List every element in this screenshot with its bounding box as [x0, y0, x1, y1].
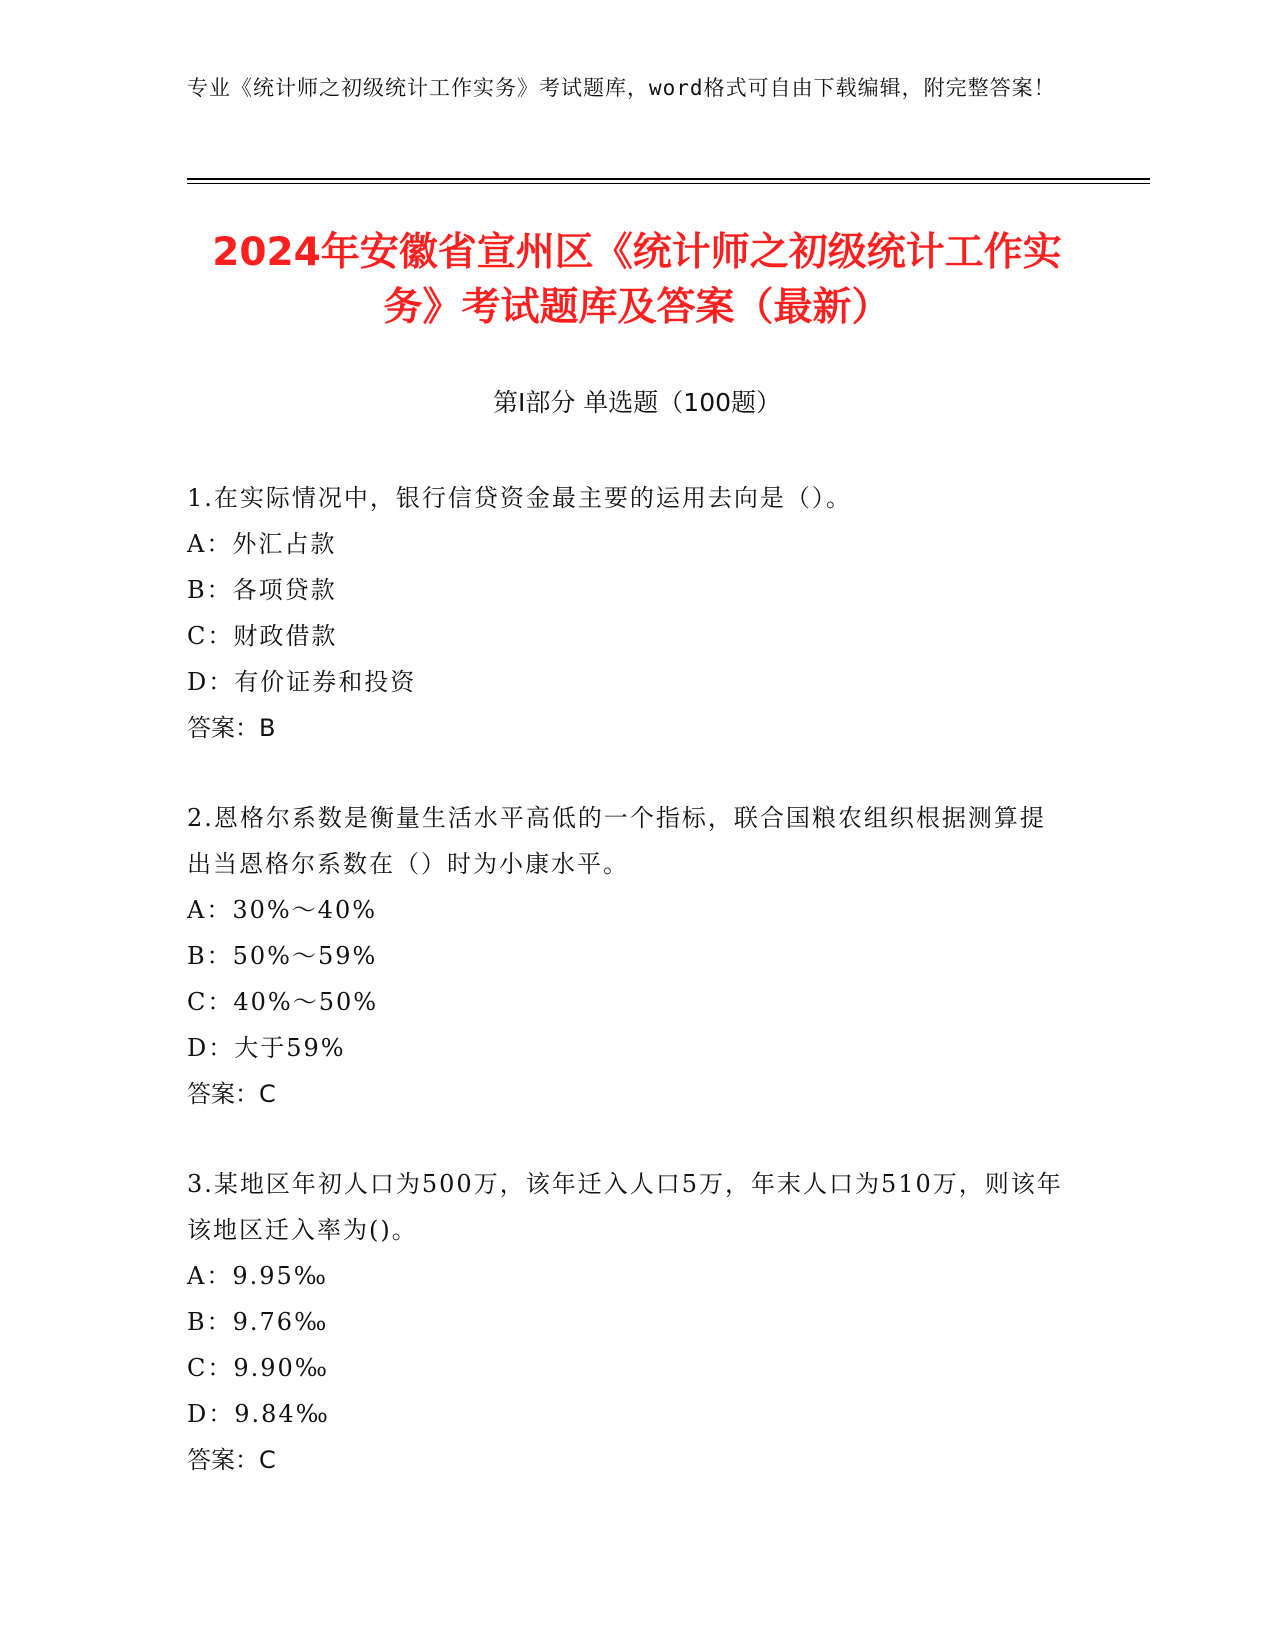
question-text: 3.某地区年初人口为500万，该年迁入人口5万，年末人口为510万，则该年该地区迁入率为()。 — [187, 1170, 1063, 1244]
answer: 答案：B — [187, 714, 276, 742]
divider-thin — [187, 183, 1150, 184]
header-note: 专业《统计师之初级统计工作实务》考试题库，word格式可自由下载编辑，附完整答案！ — [187, 76, 1056, 100]
question-3 — [187, 1161, 1067, 1483]
document-title: 2024年安徽省宣州区《统计师之初级统计工作实务》考试题库及答案（最新） — [212, 230, 1062, 330]
option-d: D：有价证券和投资 — [187, 668, 417, 696]
option-d: D：大于59% — [187, 1034, 346, 1062]
option-c: C：9.90‰ — [187, 1354, 330, 1382]
question-1 — [187, 475, 1067, 751]
option-d: D：9.84‰ — [187, 1400, 330, 1428]
question-list — [187, 475, 1067, 1527]
divider-thick — [187, 178, 1150, 180]
option-b: B：9.76‰ — [187, 1308, 329, 1336]
question-text: 1.在实际情况中，银行信贷资金最主要的运用去向是（）。 — [187, 484, 852, 512]
option-c: C：40%～50% — [187, 988, 379, 1016]
question-2 — [187, 795, 1067, 1117]
option-c: C：财政借款 — [187, 622, 338, 650]
section-title: 第I部分 单选题（100题） — [492, 388, 782, 417]
answer: 答案：C — [187, 1080, 276, 1108]
option-a: A：30%～40% — [187, 896, 378, 924]
option-b: B：各项贷款 — [187, 576, 337, 604]
option-a: A：9.95‰ — [187, 1262, 328, 1290]
question-text: 2.恩格尔系数是衡量生活水平高低的一个指标，联合国粮农组织根据测算提出当恩格尔系数在（）时为小康水平。 — [187, 804, 1046, 878]
option-b: B：50%～59% — [187, 942, 378, 970]
answer: 答案：C — [187, 1446, 276, 1474]
option-a: A：外汇占款 — [187, 530, 337, 558]
